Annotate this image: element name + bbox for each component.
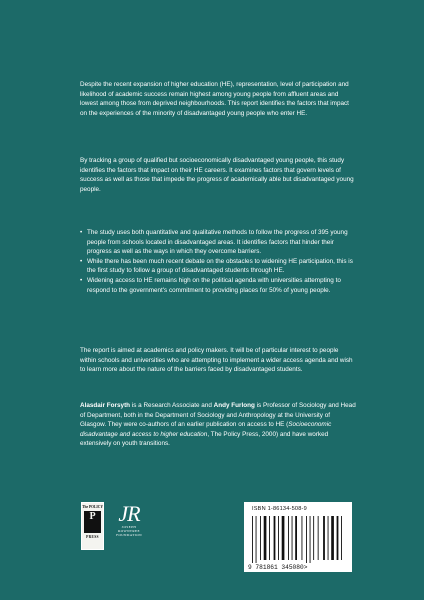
author-name: Alasdair Forsyth [80, 402, 131, 409]
author-text: is a Research Associate and [130, 402, 214, 409]
jr-line-rowntree: ROWNTREE [117, 529, 141, 534]
barcode-arrow: > [303, 564, 308, 571]
barcode-bar [302, 516, 303, 560]
bullet-item: • The study uses both quantitative and qualitative methods to follow the progress of 395 young people from schools located in disadvantaged areas. It identifies factors that hinder their progress as well as the ways in which they overcome barriers. [80, 228, 356, 257]
barcode-bar [337, 516, 339, 560]
barcode-icon [250, 516, 346, 564]
barcode-bar [274, 516, 276, 560]
bullet-item: • While there has been much recent debate on the obstacles to widening HE participation, this is the first study to follow a group of disadvantaged students through HE. [80, 257, 356, 276]
policy-press-logo [81, 502, 104, 550]
barcode-bar [256, 516, 257, 563]
barcode-bar [295, 516, 297, 560]
audience-paragraph: The report is aimed at academics and policy makers. It will be of particular interest to people within schools and universities who are attempting to implement a wider access agenda and wish to learn more about the nature of the barriers faced by disadvantaged students. [80, 347, 353, 374]
barcode-bar [306, 516, 307, 563]
author-text: , The Policy Press, 2000) and have worked extensively on youth transitions. [80, 430, 329, 448]
policy-press-logo-mark: P [84, 511, 101, 533]
jr-line-joseph: JOSEPH [121, 525, 137, 529]
policy-press-logo-bottom: PRESS [86, 535, 99, 539]
intro-paragraph: Despite the recent expansion of higher education (HE), representation, level of participation and likelihood of academic success remain highest among young people from affluent areas and lowest among those from deprived neighbourhoods. This report identifies the factors that impact on the experiences of the minority of disadvantaged young people who enter HE. [80, 81, 349, 117]
barcode-bar [331, 516, 334, 560]
barcode-bar [313, 516, 314, 560]
barcode-number: 9 781861 345080 [248, 564, 304, 571]
authors-paragraph [80, 401, 356, 449]
barcode-bar [282, 516, 285, 560]
barcode-bar [341, 516, 342, 560]
jr-mark: JR [118, 501, 140, 526]
isbn-label: ISBN 1-86134-508-9 [252, 506, 307, 512]
barcode-bar [292, 516, 293, 560]
barcode-bar [310, 516, 311, 563]
tracking-paragraph: By tracking a group of qualified but socioeconomically disadvantaged young people, this study identifies the factors that impact on their HE careers. It examines factors that govern levels of success as well as those that impede the progress of academically able but disadvantaged young people. [80, 157, 354, 193]
jr-line-foundation: FOUNDATION [116, 533, 142, 538]
barcode-bar [288, 516, 289, 560]
joseph-rowntree-logo [112, 503, 146, 547]
barcode-bar [318, 516, 319, 560]
barcode-bar [328, 516, 329, 560]
author-text: is Professor of Sociology and Head of Department, both in the Department of Sociology and Anthropology at the University of Glasgow. They were co-authors of an earlier publication on access to HE ( [80, 402, 356, 429]
barcode-bar [252, 516, 253, 563]
barcode-bar [264, 516, 267, 560]
policy-press-logo-top: The POLICY [82, 505, 103, 509]
barcode-bar [269, 516, 270, 560]
bullet-list [80, 228, 356, 295]
isbn-barcode-box [244, 502, 352, 572]
barcode-bar [323, 516, 325, 560]
book-title: Socioeconomic disadvantage and access to higher education [80, 421, 332, 438]
barcode-number-row [248, 564, 352, 571]
barcode-bar [278, 516, 279, 560]
author-name: Andy Furlong [213, 402, 255, 409]
bullet-item: • Widening access to HE remains high on the political agenda with universities attempting to respond to the government's commitment to providing places for 50% of young people. [80, 276, 356, 295]
barcode-bar [260, 516, 261, 560]
